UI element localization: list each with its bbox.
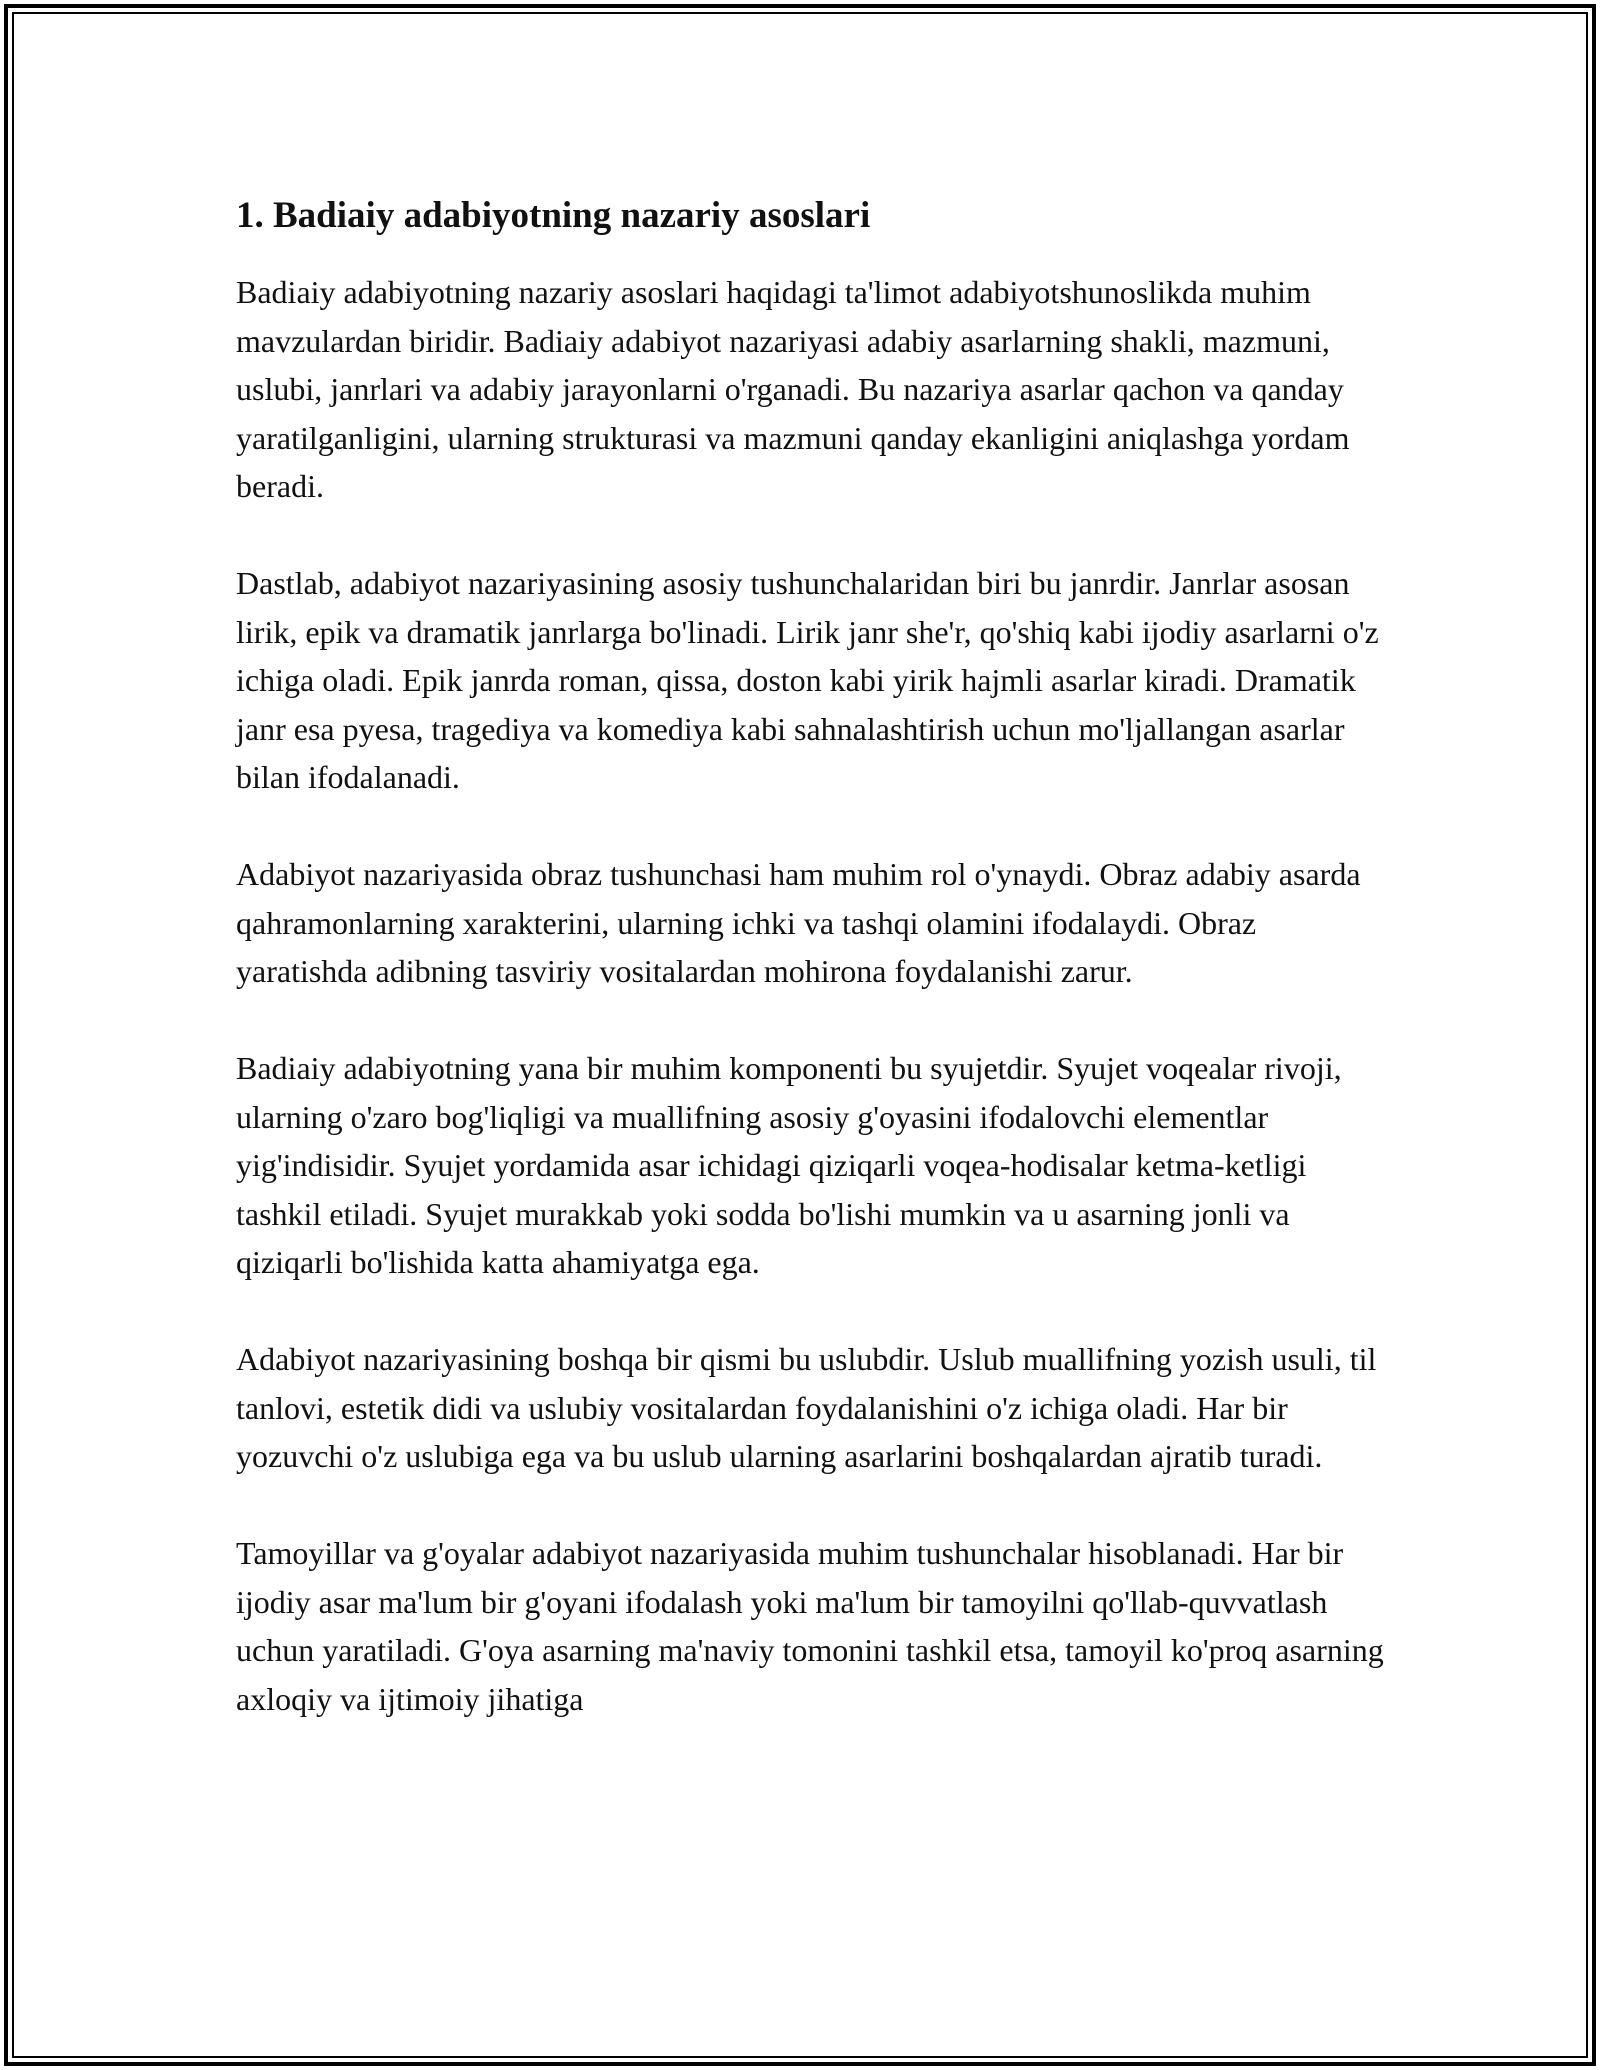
paragraph-image: Adabiyot nazariyasida obraz tushunchasi ham muhim rol o'ynaydi. Obraz adabiy asarda qahramonlarning xarakterini, ularning ichki va tashqi olamini ifodalaydi. Obraz yaratishda adibning tasviriy vositalardan mohirona foydalanishi zarur. (236, 856, 1361, 989)
paragraph-principles: Tamoyillar va g'oyalar adabiyot nazariyasida muhim tushunchalar hisoblanadi. Har bir ijodiy asar ma'lum bir g'oyani ifodalash yoki ma'lum bir tamoyilni qo'llab-quvvatlash uchun yaratiladi. G'oya asarning ma'naviy tomonini tashkil etsa, tamoyil ko'proq asarning axloqiy va ijtimoiy jihatiga (236, 1535, 1384, 1717)
paragraph-intro: Badiaiy adabiyotning nazariy asoslari haqidagi ta'limot adabiyotshunoslikda muhim mavzulardan biridir. Badiaiy adabiyot nazariyasi adabiy asarlarning shakli, mazmuni, uslubi, janrlari va adabiy jarayonlarni o'rganadi. Bu nazariya asarlar qachon va qanday yaratilganligini, ularning strukturasi va mazmuni qanday ekanligini aniqlashga yordam beradi. (236, 274, 1350, 504)
section-heading: 1. Badiaiy adabiyotning nazariy asoslari (236, 195, 871, 236)
paragraph-plot: Badiaiy adabiyotning yana bir muhim komponenti bu syujetdir. Syujet voqealar rivoji, ularning o'zaro bog'liqligi va muallifning asosiy g'oyasini ifodalovchi elementlar yig'indisidir. Syujet yordamida asar ichidagi qiziqarli voqea-hodisalar ketma-ketligi tashkil etiladi. Syujet murakkab yoki sodda bo'lishi mumkin va u asarning jonli va qiziqarli bo'lishida katta ahamiyatga ega. (236, 1050, 1342, 1280)
paragraph-genres: Dastlab, adabiyot nazariyasining asosiy tushunchalaridan biri bu janrdir. Janrlar asosan lirik, epik va dramatik janrlarga bo'linadi. Lirik janr she'r, qo'shiq kabi ijodiy asarlarni o'z ichiga oladi. Epik janrda roman, qissa, doston kabi yirik hajmli asarlar kiradi. Dramatik janr esa pyesa, tragediya va komediya kabi sahnalashtirish uchun mo'ljallangan asarlar bilan ifodalanadi. (236, 565, 1379, 795)
document-body (236, 188, 1386, 1723)
paragraph-style: Adabiyot nazariyasining boshqa bir qismi bu uslubdir. Uslub muallifning yozish usuli, til tanlovi, estetik didi va uslubiy vositalardan foydalanishini o'z ichiga oladi. Har bir yozuvchi o'z uslubiga ega va bu uslub ularning asarlarini boshqalardan ajratib turadi. (236, 1341, 1377, 1474)
